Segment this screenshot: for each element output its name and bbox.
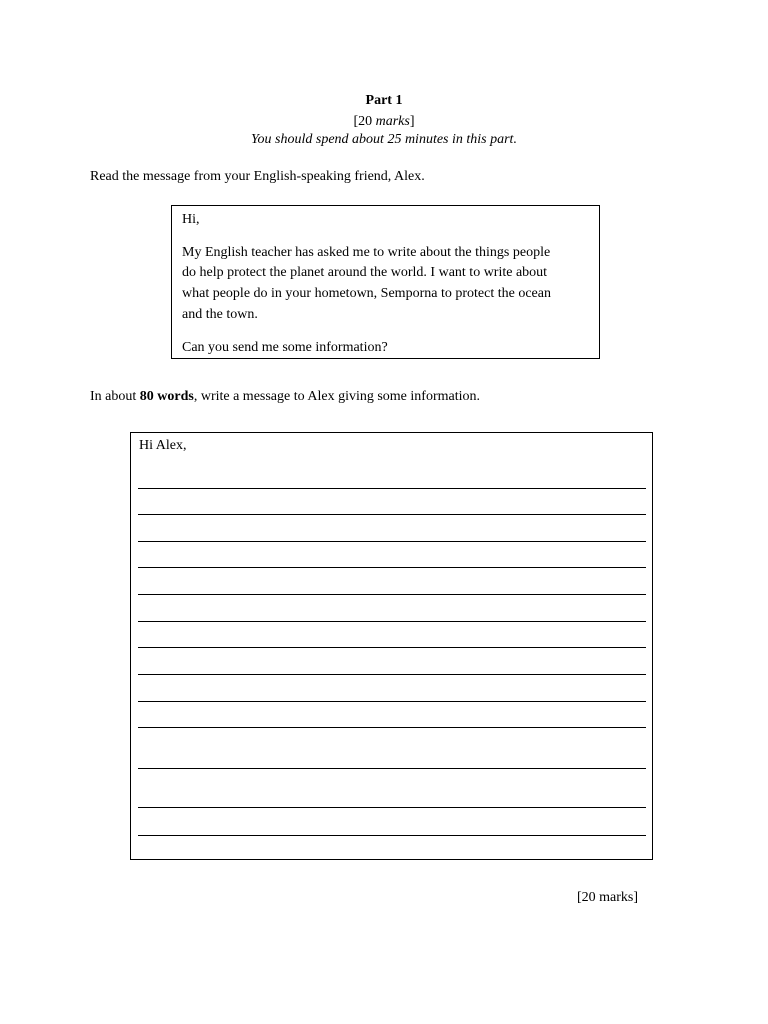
message-greeting: Hi, bbox=[182, 212, 200, 227]
marks-close: ] bbox=[409, 114, 415, 129]
task-after: , write a message to Alex giving some information. bbox=[193, 389, 480, 404]
answer-line[interactable] bbox=[138, 835, 646, 836]
marks-open: [20 bbox=[353, 114, 376, 129]
task-instruction bbox=[90, 389, 480, 405]
part-title: Part 1 bbox=[365, 93, 403, 108]
message-line-4: and the town. bbox=[182, 307, 258, 322]
answer-greeting: Hi Alex, bbox=[139, 438, 187, 453]
answer-line[interactable] bbox=[138, 647, 646, 648]
answer-box[interactable] bbox=[130, 432, 653, 860]
message-line-1: My English teacher has asked me to write about the things people bbox=[182, 245, 551, 260]
footer-marks: [20 marks] bbox=[577, 890, 639, 905]
answer-line[interactable] bbox=[138, 488, 646, 489]
message-line-2: do help protect the planet around the world. I want to write about bbox=[182, 265, 548, 280]
answer-line[interactable] bbox=[138, 701, 646, 702]
answer-line[interactable] bbox=[138, 621, 646, 622]
message-line-3: what people do in your hometown, Semporna to protect the ocean bbox=[182, 286, 551, 301]
answer-line[interactable] bbox=[138, 567, 646, 568]
marks-note bbox=[0, 114, 768, 130]
answer-line[interactable] bbox=[138, 674, 646, 675]
answer-line[interactable] bbox=[138, 727, 646, 728]
intro-text: Read the message from your English-speaking friend, Alex. bbox=[90, 169, 425, 184]
message-closing: Can you send me some information? bbox=[182, 340, 388, 355]
answer-line[interactable] bbox=[138, 514, 646, 515]
answer-line[interactable] bbox=[138, 594, 646, 595]
answer-line[interactable] bbox=[138, 807, 646, 808]
time-instruction: You should spend about 25 minutes in this part. bbox=[251, 132, 517, 147]
answer-line[interactable] bbox=[138, 768, 646, 769]
marks-word: marks bbox=[375, 114, 410, 129]
answer-line[interactable] bbox=[138, 541, 646, 542]
task-word-count: 80 words bbox=[139, 389, 194, 404]
task-before: In about bbox=[90, 389, 140, 404]
message-box bbox=[171, 205, 600, 359]
